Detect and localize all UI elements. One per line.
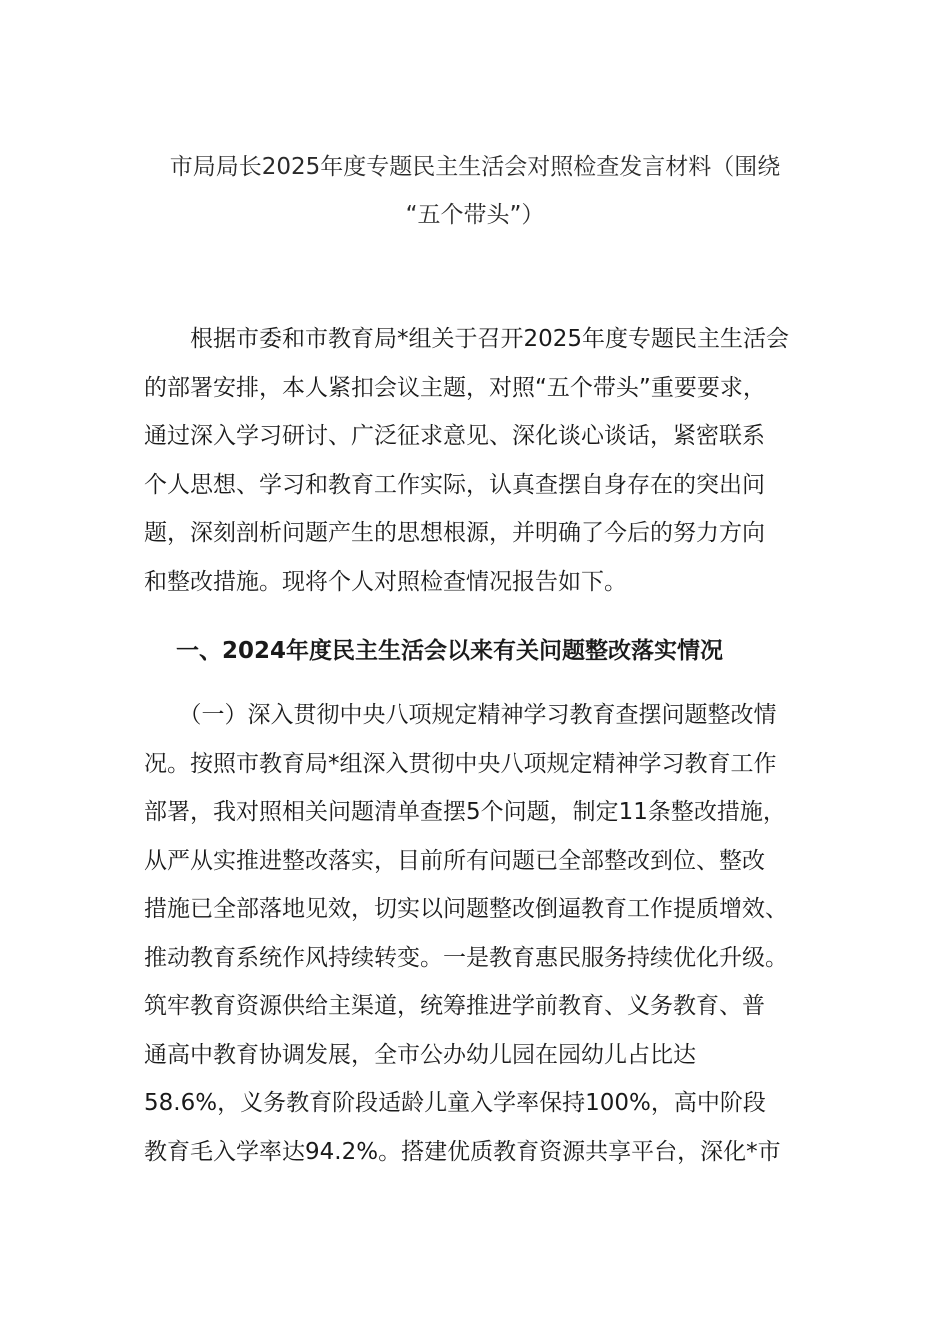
intro-line: 个人思想、学习和教育工作实际，认真查摆自身存在的突出问 bbox=[144, 471, 765, 498]
section-line: 58.6%，义务教育阶段适龄儿童入学率保持100%，高中阶段 bbox=[144, 1090, 766, 1116]
document-title bbox=[130, 143, 820, 239]
intro-line: 的部署安排，本人紧扣会议主题，对照“五个带头”重要要求， bbox=[144, 374, 766, 401]
section-line: （一）深入贯彻中央八项规定精神学习教育查摆问题整改情 bbox=[144, 702, 777, 728]
section-paragraph bbox=[144, 691, 824, 1176]
section-line: 推动教育系统作风持续转变。一是教育惠民服务持续优化升级。 bbox=[144, 944, 788, 971]
section-line: 部署，我对照相关问题清单查摆5个问题，制定11条整改措施， bbox=[144, 799, 786, 825]
section-line: 况。按照市教育局*组深入贯彻中央八项规定精神学习教育工作 bbox=[144, 750, 777, 777]
section-line: 筑牢教育资源供给主渠道，统筹推进学前教育、义务教育、普 bbox=[144, 993, 765, 1019]
section-line: 教育毛入学率达94.2%。搭建优质教育资源共享平台，深化*市 bbox=[144, 1138, 781, 1165]
intro-line: 通过深入学习研讨、广泛征求意见、深化谈心谈话，紧密联系 bbox=[144, 423, 765, 449]
title-line-2: “五个带头”） bbox=[405, 202, 545, 228]
section-heading: 一、2024年度民主生活会以来有关问题整改落实情况 bbox=[176, 638, 724, 664]
intro-line: 和整改措施。现将个人对照检查情况报告如下。 bbox=[144, 568, 627, 595]
intro-line: 根据市委和市教育局*组关于召开2025年度专题民主生活会 bbox=[144, 326, 790, 352]
title-line-1: 市局局长2025年度专题民主生活会对照检查发言材料（围绕 bbox=[169, 154, 781, 180]
section-line: 从严从实推进整改落实，目前所有问题已全部整改到位、整改 bbox=[144, 847, 765, 874]
section-line: 通高中教育协调发展，全市公办幼儿园在园幼儿占比达 bbox=[144, 1041, 696, 1068]
intro-paragraph bbox=[144, 315, 824, 606]
intro-line: 题，深刻剖析问题产生的思想根源，并明确了今后的努力方向 bbox=[144, 520, 765, 546]
section-line: 措施已全部落地见效，切实以问题整改倒逼教育工作提质增效、 bbox=[144, 896, 788, 922]
